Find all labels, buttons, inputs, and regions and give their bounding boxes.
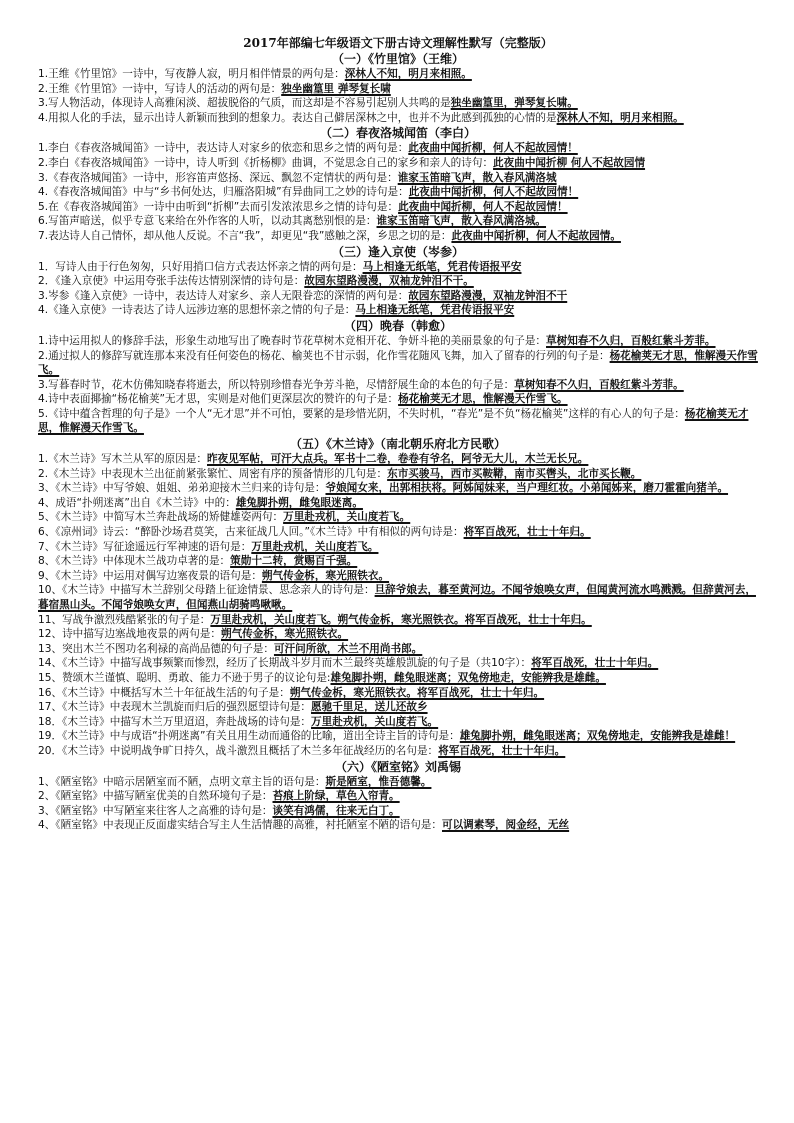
question-item bbox=[38, 111, 758, 126]
question-text: 3、《木兰诗》中写爷娘、姐姐、弟弟迎接木兰归来的诗句是： bbox=[38, 482, 326, 495]
question-item bbox=[38, 686, 758, 701]
question-text: 14、《木兰诗》中描写战事频繁而惨烈，经历了长期战斗岁月而木兰最终英雄般凯旋的句子是（共10字）： bbox=[38, 657, 532, 670]
question-item bbox=[38, 775, 758, 790]
answer-text: 故园东望路漫漫，双袖龙钟泪不干。 bbox=[304, 275, 474, 288]
question-item bbox=[38, 744, 758, 759]
question-text: 11、写战争激烈残酷紧张的句子是： bbox=[38, 613, 211, 626]
question-text: 5.《诗中蕴含哲理的句子是》一个人“无才思”并不可怕，要紧的是珍惜光阴，不失时机，“春光”是不负“杨花榆荚”这样的有心人的句子是： bbox=[38, 407, 685, 420]
question-item bbox=[38, 715, 758, 730]
question-item bbox=[38, 467, 758, 482]
question-item bbox=[38, 200, 758, 215]
answer-text: 马上相逢无纸笔，凭君传语报平安 bbox=[362, 260, 522, 273]
question-text: 4.用拟人化的手法，显示出诗人新颖而独到的想象力。表达自己僻居深林之中，也并不为此感到孤独的心情的是 bbox=[38, 111, 557, 124]
answer-text: 此夜曲中闻折柳，何人不起故园情！ bbox=[398, 200, 568, 213]
answer-text: 朔气传金柝，寒光照铁衣。 bbox=[220, 628, 349, 641]
question-text: 5、《木兰诗》中简写木兰奔赴战场的矫健雄姿两句： bbox=[38, 511, 284, 524]
answer-text: 东市买骏马，西市买鞍鞯，南市买辔头，北市买长鞭。 bbox=[387, 467, 642, 480]
question-text: 2．《逢入京使》中运用夸张手法传达情别深情的诗句是： bbox=[38, 275, 305, 288]
section-heading: （一）《竹里馆》（王维） bbox=[331, 52, 464, 66]
answer-text: 雄兔脚扑朔，雌兔眼迷离；双兔傍地走，安能辨我是雄雌！ bbox=[459, 730, 736, 743]
answer-text: 独坐幽篁里 弹琴复长啸 bbox=[281, 82, 391, 95]
question-text: 4、成语“扑朔迷离”出自《木兰诗》中的： bbox=[38, 496, 236, 509]
section-heading: （二）春夜洛城闻笛（李白） bbox=[319, 126, 476, 141]
answer-text: 朔气传金柝，寒光照铁衣。将军百战死，壮士十年归。 bbox=[289, 686, 545, 699]
answer-text: 愿驰千里足，送儿还故乡 bbox=[311, 701, 428, 714]
question-item bbox=[38, 656, 758, 671]
section-4 bbox=[38, 319, 758, 436]
question-text: 3.《春夜洛城闻笛》一诗中，形容笛声悠扬、深远、飘忽不定情状的两句是： bbox=[38, 171, 398, 184]
question-text: 2.王维《竹里馆》一诗中，写诗人的活动的两句是： bbox=[38, 82, 282, 95]
answer-text: 将军百战死，壮士十年归。 bbox=[531, 657, 659, 670]
section-heading: （六）《陋室铭》刘禹锡 bbox=[334, 759, 461, 774]
answer-text: 草树知春不久归，百般红紫斗芳菲。 bbox=[546, 334, 716, 347]
answer-text: 故园东望路漫漫，双袖龙钟泪不干 bbox=[408, 289, 568, 302]
answer-text: 杨花榆荚无才思，惟解漫天作雪飞。 bbox=[38, 407, 749, 435]
question-text: 7、《木兰诗》写征途遥远行军神速的语句是： bbox=[38, 540, 252, 553]
answer-text: 朔气传金柝，寒光照铁衣。 bbox=[261, 569, 390, 582]
question-item bbox=[38, 171, 758, 186]
answer-text: 苔痕上阶绿，草色入帘青。 bbox=[272, 790, 400, 803]
question-item bbox=[38, 289, 758, 304]
answer-text: 谁家玉笛暗飞声，散入春风满洛城 bbox=[397, 171, 557, 184]
question-item bbox=[38, 671, 758, 686]
question-text: 19．《木兰诗》中与成语“扑朔迷离”有关且用生动而通俗的比喻，道出全诗主旨的诗句是： bbox=[38, 730, 460, 743]
question-text: 1.诗中运用拟人的修辞手法，形象生动地写出了晚春时节花草树木竞相开花、争妍斗艳的美丽景象的句子是： bbox=[38, 334, 547, 347]
question-item bbox=[38, 334, 758, 349]
question-item bbox=[38, 67, 758, 82]
question-text: 4、《陋室铭》中表现正反面虚实结合写主人生活情趣的高雅，衬托陋室不陋的语句是： bbox=[38, 819, 442, 832]
question-item bbox=[38, 496, 758, 511]
question-item bbox=[38, 229, 758, 244]
answer-text: 马上相逢无纸笔，凭君传语报平安 bbox=[355, 304, 515, 317]
section-2 bbox=[38, 126, 758, 243]
answer-text: 昨夜见军帖，可汗大点兵。军书十二卷，卷卷有爷名，阿爷无大儿，木兰无长兄。 bbox=[207, 453, 589, 466]
question-text: 17、《木兰诗》中表现木兰凯旋而归后的强烈愿望诗句是： bbox=[38, 701, 312, 714]
section-3 bbox=[38, 245, 758, 318]
question-item bbox=[38, 627, 758, 642]
section-heading: （三）逢入京使（岑参） bbox=[331, 244, 464, 259]
question-text: 12、诗中描写边塞战地夜景的两句是： bbox=[38, 628, 221, 641]
question-item bbox=[38, 789, 758, 804]
question-text: 13、突出木兰不图功名利禄的高尚品德的句子是： bbox=[38, 642, 274, 655]
answer-text: 雄兔脚扑朔，雌兔眼迷离。 bbox=[235, 496, 363, 509]
answer-text: 此夜曲中闻折柳，何人不起故园情！ bbox=[408, 142, 578, 155]
question-item bbox=[38, 804, 758, 819]
answer-text: 此夜曲中闻折柳，何人不起故园情。 bbox=[451, 229, 621, 242]
section-heading: （四）晚春（韩愈） bbox=[343, 318, 452, 333]
answer-text: 杨花榆荚无才思，惟解漫天作雪飞。 bbox=[38, 349, 758, 377]
question-text: 10、《木兰诗》中描写木兰辞别父母踏上征途情景、思念亲人的诗句是： bbox=[38, 584, 375, 597]
answer-text: 杨花榆荚无才思，惟解漫天作雪飞。 bbox=[398, 393, 568, 406]
question-text: 5.在《春夜洛城闻笛》一诗中由听到“折柳”去而引发浓浓思乡之情的诗句是： bbox=[38, 200, 399, 213]
question-item bbox=[38, 481, 758, 496]
question-item bbox=[38, 700, 758, 715]
question-text: 6、《凉州词》诗云：“醉卧沙场君莫笑，古来征战几人回。”《木兰诗》中有相似的两句诗是： bbox=[38, 526, 464, 539]
answer-text: 万里赴戎机，关山度若飞。 bbox=[251, 540, 379, 553]
question-text: 16、《木兰诗》中概括写木兰十年征战生活的句子是： bbox=[38, 686, 290, 699]
answer-text: 深林人不知，明月来相照。 bbox=[344, 68, 472, 80]
sections-container bbox=[38, 52, 758, 833]
question-item bbox=[38, 569, 758, 584]
question-text: 1.《木兰诗》写木兰从军的原因是： bbox=[38, 453, 208, 466]
question-text: 4.《春夜洛城闻笛》中与“乡书何处达，归雁洛阳城”有异曲同工之妙的诗句是： bbox=[38, 186, 409, 199]
question-item bbox=[38, 554, 758, 569]
question-item bbox=[38, 274, 758, 289]
question-item bbox=[38, 185, 758, 200]
question-text: 2.李白《春夜洛城闻笛》一诗中，诗人听到《折杨柳》曲调，不觉思念自己的家乡和亲人的诗句： bbox=[38, 156, 494, 169]
question-text: 2.通过拟人的修辞写就连那本来没有任何姿色的杨花、榆荚也不甘示弱，化作雪花随风飞舞，加入了留春的行列的句子是： bbox=[38, 349, 610, 362]
answer-text: 谁家玉笛暗飞声，散入春风满洛城。 bbox=[376, 215, 547, 228]
question-item bbox=[38, 214, 758, 229]
section-heading: （五）《木兰诗》（南北朝乐府北方民歌） bbox=[289, 437, 506, 452]
answer-text: 将军百战死，壮士十年归。 bbox=[463, 526, 591, 539]
answer-text: 万里赴戎机，关山度若飞。 bbox=[283, 511, 411, 524]
answer-text: 万里赴戎机，关山度若飞。朔气传金柝，寒光照铁衣。将军百战死，壮士十年归。 bbox=[210, 613, 592, 626]
answer-text: 将军百战死，壮士十年归。 bbox=[438, 744, 566, 757]
question-item bbox=[38, 141, 758, 156]
question-text: 8、《木兰诗》中体现木兰战功卓著的是： bbox=[38, 555, 231, 568]
question-text: 3.岑参《逢入京使》一诗中，表达诗人对家乡、亲人无限眷恋的深情的两句是： bbox=[38, 289, 409, 302]
answer-text: 万里赴戎机，关山度若飞。 bbox=[311, 715, 439, 728]
question-item bbox=[38, 378, 758, 393]
question-text: 18．《木兰诗》中描写木兰万里迢迢，奔赴战场的诗句是： bbox=[38, 715, 312, 728]
question-text: 3.写暮春时节，花木仿佛知晓春将逝去，所以特别珍惜春光争芳斗艳，尽情舒展生命的本色的句子是： bbox=[38, 378, 515, 391]
answer-text: 爷娘闻女来，出郭相扶将。阿姊闻妹来，当户理红妆。小弟闻姊来，磨刀霍霍向猪羊。 bbox=[325, 482, 729, 495]
question-item bbox=[38, 96, 758, 111]
question-item bbox=[38, 407, 758, 436]
question-text: 1、《陋室铭》中暗示居陋室而不陋，点明文章主旨的语句是： bbox=[38, 775, 326, 788]
question-item bbox=[38, 583, 758, 612]
question-text: 6.写笛声暗送，似乎专意飞来给在外作客的人听，以动其离愁别恨的是： bbox=[38, 215, 377, 228]
question-text: 2、《陋室铭》中描写陋室优美的自然环境句子是： bbox=[38, 790, 273, 803]
question-item bbox=[38, 729, 758, 744]
answer-text: 深林人不知，明月来相照。 bbox=[556, 111, 684, 124]
question-item bbox=[38, 303, 758, 318]
answer-text: 可汗问所欲，木兰不用尚书郎。 bbox=[273, 642, 423, 655]
question-text: 15、赞颂木兰谨慎、聪明、勇敢、能力不逊于男子的议论句是: bbox=[38, 671, 331, 684]
question-text: 20．《木兰诗》中说明战争旷日持久，战斗激烈且概括了木兰多年征战经历的名句是： bbox=[38, 744, 439, 757]
question-text: 4.《逢入京使》一诗表达了诗人远涉边塞的思想怀亲之情的句子是： bbox=[38, 304, 356, 317]
answer-text: 策勋十二转，赏赐百千强。 bbox=[230, 555, 358, 568]
answer-text: 斯是陋室，惟吾德馨。 bbox=[325, 775, 432, 788]
question-text: 2.《木兰诗》中表现木兰出征前紧张繁忙、周密有序的预备情形的几句是： bbox=[38, 467, 388, 480]
answer-text: 此夜曲中闻折柳，何人不起故园情！ bbox=[408, 186, 579, 199]
section-6 bbox=[38, 760, 758, 833]
question-item bbox=[38, 392, 758, 407]
answer-text: 此夜曲中闻折柳 何人不起故园情 bbox=[493, 156, 646, 169]
question-text: 3、《陋室铭》中写陋室来往客人之高雅的诗句是： bbox=[38, 804, 273, 817]
answer-text: 独坐幽篁里，弹琴复长啸。 bbox=[450, 97, 578, 110]
answer-text: 草树知春不久归，百般红紫斗芳菲。 bbox=[514, 378, 684, 391]
document-title: 2017年部编七年级语文下册古诗文理解性默写（完整版） bbox=[243, 36, 553, 50]
question-text: 9、《木兰诗》中运用对偶写边塞夜景的语句是： bbox=[38, 569, 262, 582]
question-item bbox=[38, 525, 758, 540]
answer-text: 谈笑有鸿儒，往来无白丁。 bbox=[272, 804, 400, 817]
question-item bbox=[38, 510, 758, 525]
question-item bbox=[38, 349, 758, 378]
question-text: 4.诗中表面揶揄“杨花榆荚”无才思，实则是对他们更深层次的赞许的句子是： bbox=[38, 393, 399, 406]
answer-text: 可以调素琴，阅金经，无丝 bbox=[442, 819, 570, 832]
answer-text: 雄兔脚扑朔，雌兔眼迷离；双兔傍地走，安能辨我是雄雌。 bbox=[330, 671, 606, 684]
question-item bbox=[38, 82, 758, 97]
question-text: 3.写人物活动，体现诗人高雅闲淡、超拔脱俗的气质，而这却是不容易引起别人共鸣的是 bbox=[38, 97, 451, 110]
answer-text: 旦辞爷娘去，暮至黄河边。不闻爷娘唤女声，但闻黄河流水鸣溅溅。但辞黄河去，暮宿黑山头。不闻爷娘唤女声，但闻燕山胡骑鸣啾啾。 bbox=[38, 584, 756, 611]
question-item bbox=[38, 452, 758, 467]
question-text: 7.表达诗人自己情怀，却从他人反说。不言“我”，却更见“我”感触之深，乡思之切的是： bbox=[38, 229, 452, 242]
question-text: 1.李白《春夜洛城闻笛》一诗中，表达诗人对家乡的依恋和思乡之情的两句是： bbox=[38, 142, 409, 155]
question-item bbox=[38, 540, 758, 555]
document-page bbox=[38, 36, 758, 833]
section-5 bbox=[38, 437, 758, 758]
question-item bbox=[38, 260, 758, 275]
question-item bbox=[38, 818, 758, 833]
section-1 bbox=[38, 52, 758, 125]
question-text: 1．写诗人由于行色匆匆，只好用捎口信方式表达怀亲之情的两句是： bbox=[38, 260, 363, 273]
question-text: 1.王维《竹里馆》一诗中，写夜静人寂，明月相伴情景的两句是： bbox=[38, 68, 345, 80]
question-item bbox=[38, 642, 758, 657]
question-item bbox=[38, 613, 758, 628]
question-item bbox=[38, 156, 758, 171]
